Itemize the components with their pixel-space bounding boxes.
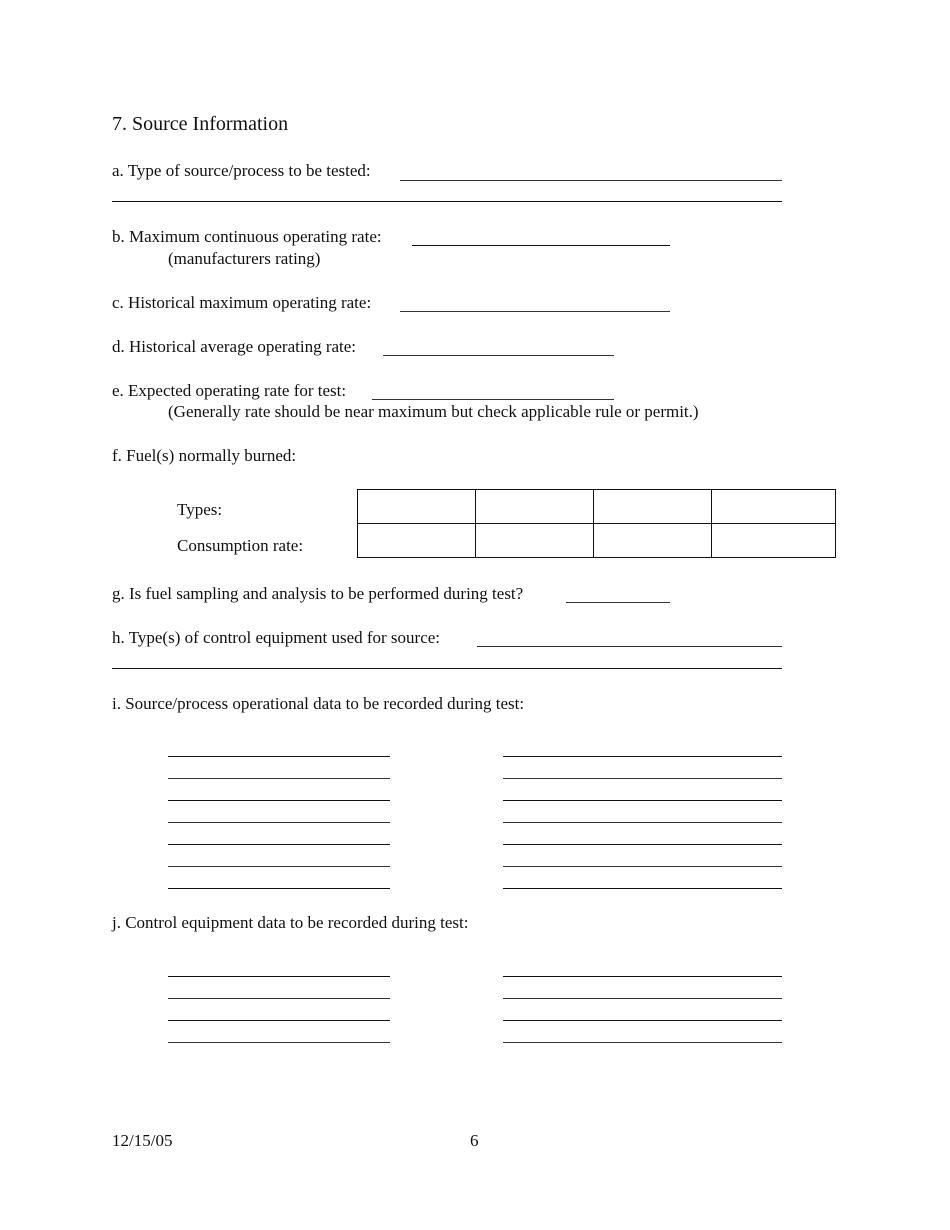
fuel-type-cell-2[interactable]: [476, 490, 594, 524]
fuel-consumption-cell-2[interactable]: [476, 524, 594, 558]
item-i-right-line-4[interactable]: [503, 822, 782, 823]
fuel-type-cell-4[interactable]: [712, 490, 836, 524]
item-i-right-line-3[interactable]: [503, 800, 782, 801]
fuel-type-cell-3[interactable]: [594, 490, 712, 524]
item-i-left-line-2[interactable]: [168, 778, 390, 779]
item-i-left-line-7[interactable]: [168, 888, 390, 889]
item-i-left-line-5[interactable]: [168, 844, 390, 845]
fuel-consumption-label: Consumption rate:: [177, 536, 304, 555]
footer-page-number: 6: [470, 1131, 479, 1150]
item-j-right-line-2[interactable]: [503, 998, 782, 999]
item-c-label: c. Historical maximum operating rate:: [112, 293, 372, 312]
fuel-table: [357, 489, 836, 558]
item-i-left-line-4[interactable]: [168, 822, 390, 823]
item-j-left-line-1[interactable]: [168, 976, 390, 977]
item-h-label: h. Type(s) of control equipment used for source:: [112, 628, 441, 647]
item-b-note: (manufacturers rating): [168, 249, 321, 268]
item-j-right-line-3[interactable]: [503, 1020, 782, 1021]
item-j-label: j. Control equipment data to be recorded during test:: [112, 913, 469, 932]
item-e-blank[interactable]: [372, 399, 614, 400]
item-a-blank[interactable]: [400, 180, 782, 181]
fuel-types-label: Types:: [177, 500, 223, 519]
item-i-left-line-6[interactable]: [168, 866, 390, 867]
item-e-note: (Generally rate should be near maximum but check applicable rule or permit.): [168, 402, 699, 421]
item-a-label: a. Type of source/process to be tested:: [112, 161, 371, 180]
fuel-consumption-row: [358, 524, 836, 558]
item-i-left-line-1[interactable]: [168, 756, 390, 757]
item-i-right-line-6[interactable]: [503, 866, 782, 867]
item-i-right-line-7[interactable]: [503, 888, 782, 889]
item-e-label: e. Expected operating rate for test:: [112, 381, 347, 400]
item-h-blank[interactable]: [477, 646, 782, 647]
item-j-right-line-4[interactable]: [503, 1042, 782, 1043]
item-f-label: f. Fuel(s) normally burned:: [112, 446, 297, 465]
item-h-blank-2[interactable]: [112, 668, 782, 669]
item-c-blank[interactable]: [400, 311, 670, 312]
footer-date: 12/15/05: [112, 1131, 173, 1150]
item-i-label: i. Source/process operational data to be recorded during test:: [112, 694, 525, 713]
item-j-left-line-4[interactable]: [168, 1042, 390, 1043]
item-j-left-line-3[interactable]: [168, 1020, 390, 1021]
fuel-consumption-cell-1[interactable]: [358, 524, 476, 558]
item-b-label: b. Maximum continuous operating rate:: [112, 227, 382, 246]
item-i-right-line-1[interactable]: [503, 756, 782, 757]
fuel-consumption-cell-4[interactable]: [712, 524, 836, 558]
item-g-blank[interactable]: [566, 602, 670, 603]
item-d-label: d. Historical average operating rate:: [112, 337, 357, 356]
fuel-types-row: [358, 490, 836, 524]
item-i-left-line-3[interactable]: [168, 800, 390, 801]
item-b-blank[interactable]: [412, 245, 670, 246]
section-title: 7. Source Information: [112, 113, 289, 135]
item-j-left-line-2[interactable]: [168, 998, 390, 999]
item-d-blank[interactable]: [383, 355, 614, 356]
fuel-consumption-cell-3[interactable]: [594, 524, 712, 558]
item-j-right-line-1[interactable]: [503, 976, 782, 977]
item-a-blank-2[interactable]: [112, 201, 782, 202]
fuel-type-cell-1[interactable]: [358, 490, 476, 524]
item-g-label: g. Is fuel sampling and analysis to be performed during test?: [112, 584, 524, 603]
item-i-right-line-5[interactable]: [503, 844, 782, 845]
item-i-right-line-2[interactable]: [503, 778, 782, 779]
